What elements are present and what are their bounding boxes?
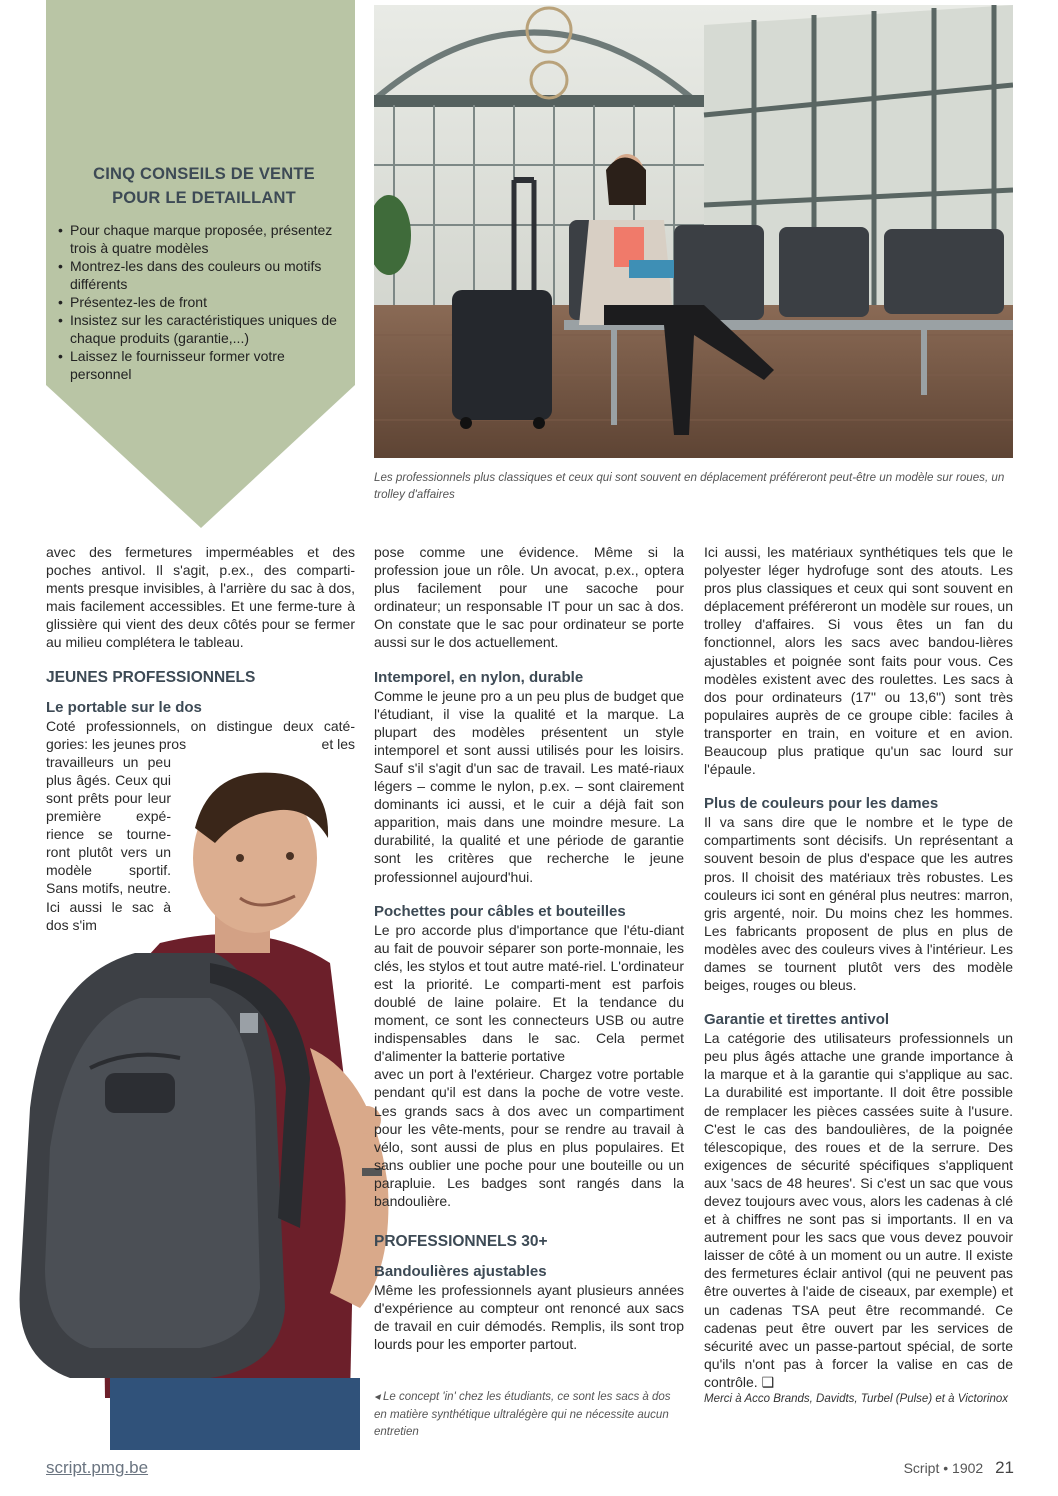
column-2: [374, 543, 684, 1353]
paragraph: Il va sans dire que le nombre et le type de compartiments sont décisifs. Un représentant a souvent besoin de plus d'espace que les autres pros. Il choisit des matériaux très robustes. Les couleurs ici sont en général plus neutres: marron, gris argenté, noir. Du moins chez les hommes. Les fabricants proposent de plus en plus de modèles avec des couleurs vives à l'intérieur. Les dames se tournent plutôt vers des modèle beiges, rouges ou bleus.: [704, 814, 1013, 994]
paragraph: Ici aussi, les matériaux synthétiques tels que le polyester léger hydrofuge sont des atouts. Les pros plus classiques et ceux qui sont souvent en déplacement préféreront un modèle sur roues, un trolley d'affaires. Si vous êtes un fan du fonctionnel, alors les sacs avec bandou-lières ajustables et poignée sont faits pour vous. Ces modèles existent avec des roulettes. Les sacs à dos pour ordinateurs (17" ou 13,6") sont très populaires auprès de ce groupe cible: faciles à transporter en train, en voiture et en avion. Beaucoup plus pratique qu'un sac lourd sur l'épaule.: [704, 544, 1013, 778]
section-heading: PROFESSIONNELS 30+: [374, 1233, 548, 1251]
footer-website-link[interactable]: script.pmg.be: [46, 1458, 149, 1477]
photo-caption: Les professionnels plus classiques et ceux qui sont souvent en déplacement préféreront peut-être un modèle sur roues, un trolley d'affaires: [374, 471, 1005, 501]
subheading: Intemporel, en nylon, durable: [374, 668, 584, 686]
tip-item: • Insistez sur les caractéristiques uniques de chaque produits (garantie,...): [58, 311, 350, 347]
subheading: Pochettes pour câbles et bouteilles: [374, 902, 626, 920]
column-3: [704, 543, 1013, 1409]
paragraph: pose comme une évidence. Même si la profession joue un rôle. Un avocat, p.ex., optera plus facilement pour une sacoche pour ordinateur; un responsable IT pour un sac à dos. On constate que le sac pour ordinateur se porte aussi sur le dos actuellement.: [374, 544, 684, 651]
backpack-man-illustration: [10, 748, 395, 1450]
subheading: Plus de couleurs pour les dames: [704, 795, 939, 813]
backpack-caption: ◂ Le concept 'in' chez les étudiants, ce sont les sacs à dos en matière synthétique ultralégère qui ne nécessite aucun entretien: [374, 1391, 671, 1438]
magazine-issue: Script • 1902: [903, 1460, 984, 1476]
paragraph: Même les professionnels ayant plusieurs années d'expérience au compteur ont renoncé aux sacs de travail en cuir démodés. Remplis, ils sont trop lourds pour les emporter partout.: [374, 1282, 684, 1353]
tips-content: [58, 162, 350, 383]
paragraph-indented: avec un port à l'extérieur. Chargez votre portable pendant qu'il est dans la poche de votre veste. Les grands sacs à dos avec un compartiment pour les vête-ments, pour se rendre au travail à vélo, sont aussi de plus en plus populaires. Et sans oublier une poche pour une bouteille ou un parapluie. Les badges sont rangés dans la bandoulière.: [374, 1066, 684, 1209]
paragraph-start: Coté professionnels, on distingue deux caté-gories: les jeunes pros: [46, 717, 355, 752]
tip-item: • Montrez-les dans des couleurs ou motifs différents: [58, 257, 350, 293]
subheading: Le portable sur le dos: [46, 698, 202, 716]
acknowledgements: Merci à Acco Brands, Davidts, Turbel (Pulse) et à Victorinox: [704, 1393, 1009, 1406]
end-mark-icon: ❑: [761, 1373, 775, 1390]
page-number: 21: [995, 1458, 1014, 1477]
airport-photo: [374, 5, 1013, 458]
paragraph-text: La catégorie des utilisateurs professionnels un peu plus âgés attache une grande importance à la marque et à la garantie qui s'applique au sac. La durabilité est importante. Il doit être possible de remplacer les pièces cassées suite à l'usure. C'est le cas des bandoulières, de la poignée télescopique, des roues et de la serrure. Des exigences de sécurité spécifiques s'appliquent aux 'sacs de 48 heures'. Si c'est un sac que vous devez toujours avec vous, alors les cadenas à clé et à chiffres ne sont pas si importants. Il en va autrement pour les sacs que vous devez pouvoir laisser de côté à un moment ou un autre. Il existe des fermetures éclair antivol (qui ne peuvent pas être ouvertes à l'aide de ciseaux, par exemple) et un cadenas TSA peut être recommandé. Ce cadenas peut être ouvert par les services de sécurité avec un passe-partout spécial, de sorte qu'ils n'ont pas à forcer la valise en cas de contrôle.: [704, 1030, 1013, 1390]
paragraph: Le pro accorde plus d'importance que l'étu-diant au fait de pouvoir séparer son porte-monnaie, les clés, les stylos et tout autre maté-riel. L'ordinateur est la priorité. Le comparti-ment est parfois doublé de laine polaire. Et la tendance du moment, ce sont les connecteurs USB ou autre indispensables dans le sac. Cela permet d'alimenter la batterie portative: [374, 921, 684, 1065]
tip-item: • Laissez le fournisseur former votre personnel: [58, 347, 350, 383]
backpack-man-photo: [10, 748, 395, 1450]
footer-page-info: [904, 1458, 1014, 1478]
paragraph-narrow: travailleurs un peu plus âgés. Ceux qui sont prêts pour leur première expé-rience se tourne-ront plutôt vers un modèle sportif. Sans motifs, neutre. Ici aussi le sac à dos s'im: [46, 753, 171, 933]
section-heading: JEUNES PROFESSIONNELS: [46, 668, 256, 686]
paragraph-continued: et les: [321, 735, 355, 752]
tip-item: • Pour chaque marque proposée, présentez trois à quatre modèles: [58, 221, 350, 257]
paragraph: Comme le jeune pro a un peu plus de budget que l'étudiant, il vise la qualité et la marque. La plupart des modèles présentent un style intemporel et sont aussi utilisés pour les loisirs. Sauf s'il s'agit d'un sac de travail. Les maté-riaux légers – comme le nylon, p.ex. – sont clairement dominants ici aussi, et le cuir a déjà fait son apparition, mais dans une moindre mesure. La durabilité, la qualité et une période de garantie sont les critères que recherche le jeune professionnel aujourd'hui.: [374, 687, 684, 885]
subheading: Garantie et tirettes antivol: [704, 1011, 890, 1029]
tip-item: • Présentez-les de front: [58, 293, 350, 311]
airport-photo-illustration: [374, 5, 1013, 458]
paragraph: [704, 1029, 1013, 1391]
tips-list: [58, 221, 350, 383]
tips-box: [46, 0, 355, 528]
subheading: Bandoulières ajustables: [374, 1263, 547, 1281]
paragraph: avec des fermetures imperméables et des poches antivol. Il s'agit, p.ex., des comparti-ments presque invisibles, à l'arrière du sac à dos, mais facilement accessibles. Et une ferme-ture à glissière qui vient des deux côtés pour se fermer au milieu complétera le tableau.: [46, 544, 355, 651]
tips-title: CINQ CONSEILS DE VENTE POUR LE DETAILLANT: [93, 165, 315, 207]
